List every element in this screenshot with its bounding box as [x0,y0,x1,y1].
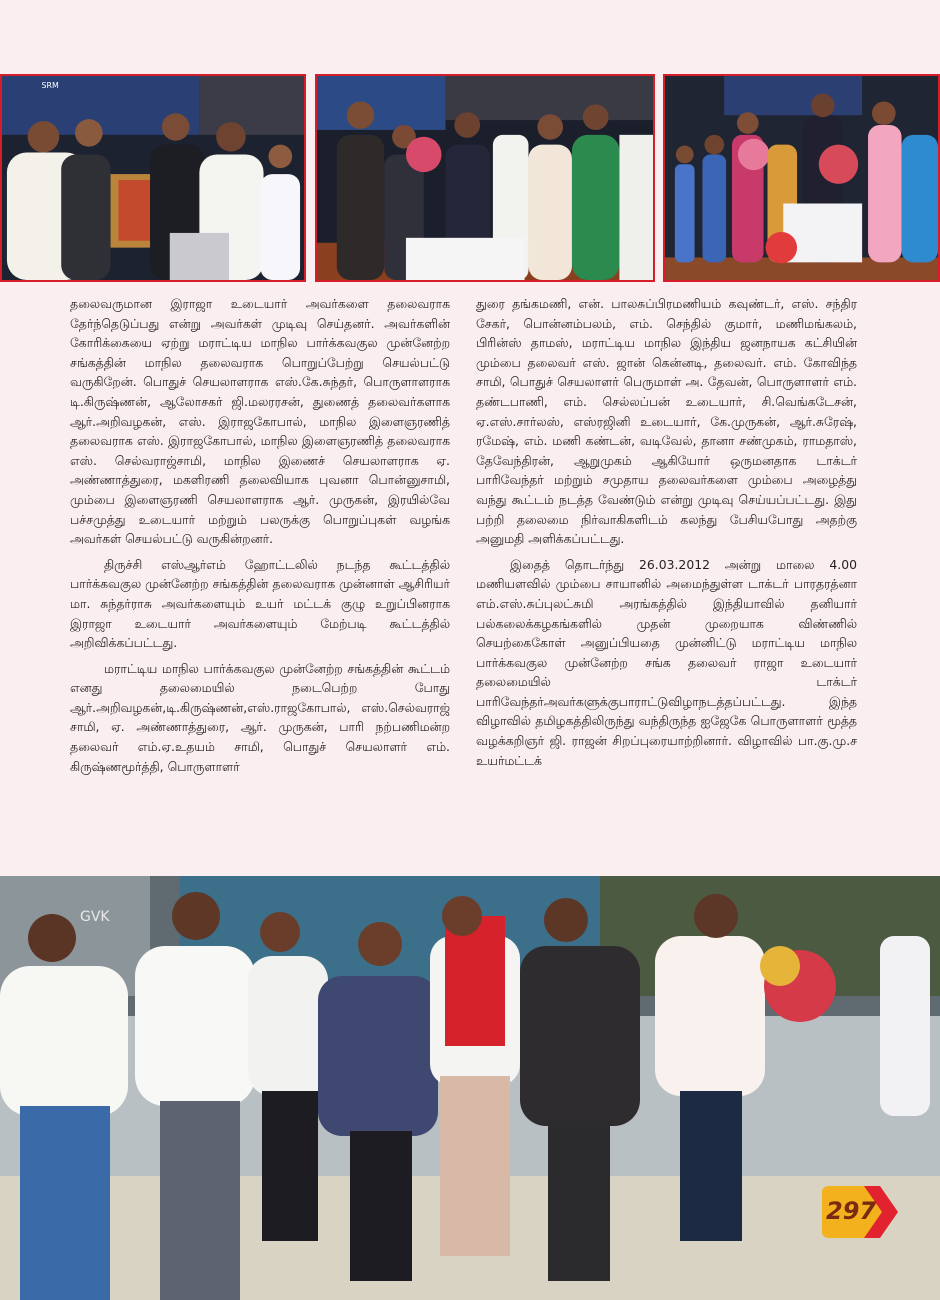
banner-text: SRM [41,80,59,90]
paragraph: இதைத் தொடர்ந்து 26.03.2012 அன்று மாலை 4.00 மணியளவில் மும்பை சாயானில் அமைந்துள்ள டாக்டர் பாரதரத்னா எம்.எஸ்.சுப்புலட்சுமி அரங்கத்தில் இந்தியாவில் தனியார் பல்கலைக்கழகங்களில் முதன் முறையாக விண்ணில் செயற்கைகோள் அனுப்பியதை முன்னிட்டு மராட்டிய மாநில பார்க்கவகுல முன்னேற்ற சங்க தலைவர் ராஜா உடையார் தலைமையில் டாக்டர் பாரிவேந்தர்அவர்களுக்குபாராட்டுவிழாநடத்தப்பட்டது. இந்த விழாவில் தமிழகத்திலிருந்து வந்திருந்த ஐஜேகே பொருளாளர் மூத்த வழக்கறிஞர் ஜி. ராஜன் சிறப்புரையாற்றினார். விழாவில் பா.கு.மு.ச உயர்மட்டக் [476,556,857,768]
paragraph: தலைவருமான இராஜா உடையார் அவர்களை தலைவராக தேர்ந்தெடுப்பது என்று அவர்கள் முடிவு செய்தனர். அவர்களின் கோரிக்கையை ஏற்று மராட்டிய மாநில பார்க்கவகுல முன்னேற்ற சங்கத்தின் மாநில தலைவராக பொறுப்பேற்று செயல்பட்டு வருகிறேன். பொதுச் செயலாளராக எஸ்.கே.சுந்தர், பொருளாளராக டி.கிருஷ்ணன், ஆலோசகர் ஜி.மலரரசன், துணைத் தலைவர்களாக ஆர்.அறிவழகன், எஸ். இராஜகோபால், மாநில இளைஞரணித் தலைவராக எஸ். இராஜகோபால், மாநில இளைஞரணித் தலைவராக எஸ். செல்வராஜ்சாமி, மாநில இணைச் செயலாளராக ஏ. அண்ணாத்துரை, மகளிரணி தலைவியாக புவனா பொன்னுசாமி, மும்பை இளைஞரணி செயலாளராக ஆர். முருகன், இரயில்வே பச்சமுத்து உடையார் மற்றும் பலருக்கு பொறுப்புகள் வழங்க அவர்கள் செயல்பட்டு வருகின்றனர். [70,296,450,547]
article-column-right [476,294,857,770]
photo-children-flowers [663,74,940,282]
sign-text: GVK [80,909,110,925]
article-column-left [70,294,450,776]
paragraph: திருச்சி எஸ்ஆர்எம் ஹோட்டலில் நடந்த கூட்டத்தில் பார்க்கவகுல முன்னேற்ற சங்கத்தின் தலைவராக முன்னாள் ஆசிரியர் மா. சுந்தர்ராசு அவர்களையும் உயர் மட்டக் குழு உறுப்பினராக இராஜா உடையார் அவர்களையும் மேற்படி கூட்டத்தில் அறிவிக்கப்பட்டது. [70,556,450,651]
paragraph: மராட்டிய மாநில பார்க்கவகுல முன்னேற்ற சங்கத்தின் கூட்டம் எனது தலைமையில் நடைபெற்ற போது ஆர்.அறிவழகன்,டி.கிருஷ்ணன்,எஸ்.ராஜகோபால், எஸ்.செல்வராஜ் சாமி, ஏ. அண்ணாத்துரை, ஆர். முருகன், பாரி நற்பணிமன்ற தலைவர் எம்.ஏ.உதயம் சாமி, பொதுச் செயலாளர் எம். கிருஷ்ணமூர்த்தி, பொருளாளர் [70,660,450,774]
paragraph: துரை தங்கமணி, என். பாலசுப்பிரமணியம் கவுண்டர், எஸ். சந்திர சேகர், பொன்னம்பலம், எம். செந்தில் குமார், மணிமங்கலம், பிரின்ஸ் தாமஸ், மராட்டிய மாநில இந்திய ஜனநாயக கட்சியின் மும்பை தலைவர் எஸ். ஜான் கென்னடி, தலைவர். எம். கோவிந்த சாமி, பொதுச் செயலாளர் பெருமாள் அ. தேவன், பொருளாளர் எம். தண்டபாணி, எம். செல்லப்பன் உடையார், சி.வெங்கடேசன், ஏ.எஸ்.சார்லஸ், எஸ்ரஜினி உடையார், கே.முருகன், ஆர்.சுரேஷ், ரமேஷ், எம். மணி கண்டன், வடிவேல், தானா சண்முகம், ராமதாஸ், தேவேந்திரன், ஆறுமுகம் ஆகியோர் ஒருமனதாக டாக்டர் பாரிவேந்தர் மற்றும் சமுதாய தலைவர்களை மும்பை அழைத்து வந்து கூட்டம் நடத்த வேண்டும் என்று முடிவு செய்யப்பட்டது. இது பற்றி தலைமை நிர்வாகிகளிடம் கலந்து பேசியபோது அதற்கு அனுமதி அளிக்கப்பட்டது. [476,296,857,547]
page-number: 297 [826,1197,877,1225]
photo-award-presentation [0,74,306,282]
photo-bouquet-felicitation [315,74,655,282]
page-number-badge [822,1186,900,1238]
photo-airport-welcome [0,876,940,1300]
